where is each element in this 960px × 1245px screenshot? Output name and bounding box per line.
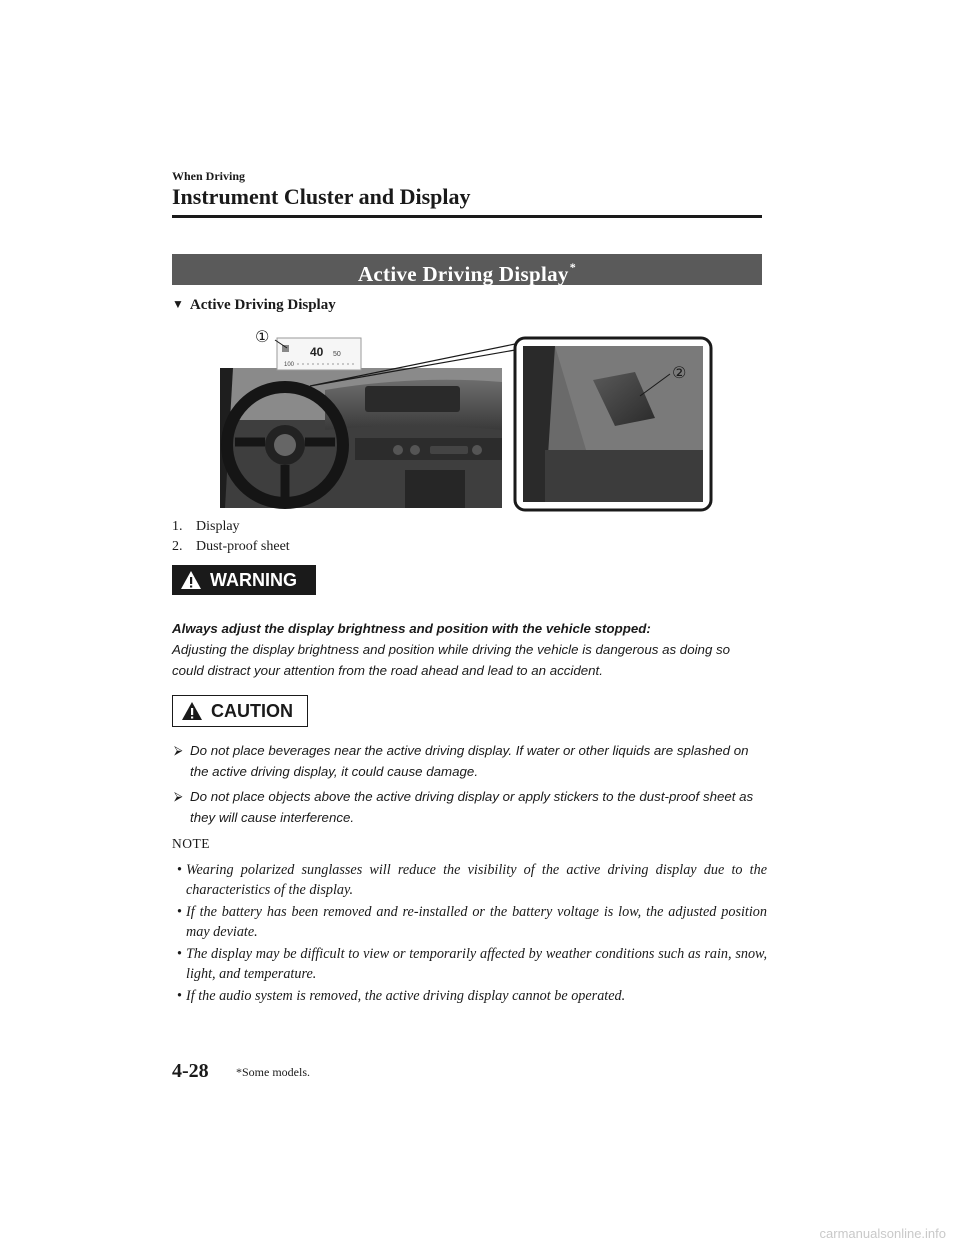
figure-captions — [172, 517, 290, 557]
section-kicker: When Driving — [172, 169, 246, 183]
subheading — [172, 297, 336, 314]
warning-badge — [172, 565, 316, 595]
note-item: • The display may be difficult to view or temporarily affected by weather conditions such as rain, snow, light, and temperature. — [177, 946, 767, 982]
hud-time: 50 — [333, 351, 341, 358]
caution-item: ⮚ Do not place objects above the active driving display or apply stickers to the dust-proof sheet as they will cause interference. — [172, 786, 767, 828]
title-divider — [172, 215, 762, 218]
footnote: *Some models. — [236, 1065, 310, 1079]
some-models-mark: * — [569, 260, 577, 274]
caption-item: 2. Dust-proof sheet — [172, 539, 290, 554]
caution-badge — [172, 695, 308, 727]
section-heading — [172, 254, 762, 285]
triangle-marker-icon: ▼ — [172, 297, 184, 311]
warning-lead: Always adjust the display brightness and position with the vehicle stopped: — [172, 621, 651, 636]
bullet-icon: • — [177, 904, 182, 920]
note-item: • If the battery has been removed and re-installed or the battery voltage is low, the adjusted position may deviate. — [177, 904, 767, 940]
dashboard-figure — [215, 330, 715, 514]
note-list — [172, 860, 767, 1008]
hud-speed: 40 — [310, 345, 324, 359]
caution-list — [172, 740, 767, 832]
bullet-icon: • — [177, 862, 182, 878]
bullet-icon: • — [177, 946, 182, 962]
callout-1: ① — [255, 330, 270, 346]
cockpit-photo — [220, 368, 502, 508]
caption-item: 1. Display — [172, 519, 240, 534]
note-item: • Wearing polarized sunglasses will reduce the visibility of the active driving display due to the characteristics of the display. — [177, 862, 767, 898]
page-number: 4-28 — [172, 1060, 209, 1082]
bullet-icon: • — [177, 988, 182, 1004]
note-label: NOTE — [172, 836, 210, 851]
hud-limit: 100 — [284, 362, 295, 368]
arrow-bullet-icon: ⮚ — [174, 743, 183, 757]
warning-label: WARNING — [210, 569, 297, 590]
callout-2: ② — [672, 363, 687, 382]
subheading-text: Active Driving Display — [189, 297, 336, 313]
watermark: carmanualsonline.info — [819, 1226, 946, 1241]
caution-label: CAUTION — [211, 700, 293, 721]
page-title: Instrument Cluster and Display — [172, 184, 471, 209]
arrow-bullet-icon: ⮚ — [174, 789, 183, 803]
warning-body: Adjusting the display brightness and position while driving the vehicle is dangerous as doing so could distract your attention from the road ahead and lead to an accident. — [172, 642, 731, 678]
caution-item: ⮚ Do not place beverages near the active driving display. If water or other liquids are splashed on the active driving display, it could cause damage. — [172, 740, 767, 782]
note-item: • If the audio system is removed, the active driving display cannot be operated. — [177, 988, 626, 1004]
hud-inset — [277, 338, 361, 370]
warning-triangle-icon — [180, 570, 202, 590]
section-heading-text: Active Driving Display — [357, 262, 569, 286]
caution-triangle-icon — [181, 701, 203, 721]
